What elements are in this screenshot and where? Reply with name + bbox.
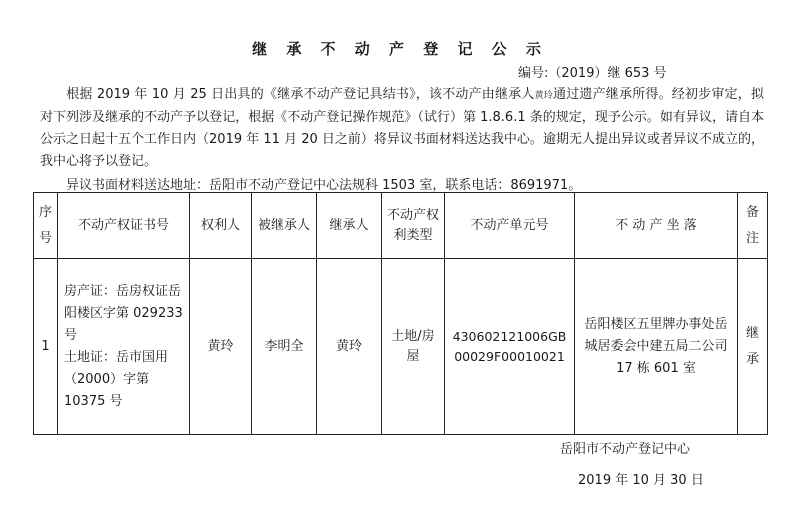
header-obligee: 权利人 xyxy=(190,193,252,259)
paragraph-part-2: 通过遗产继承所得。经初步审定，拟对下列涉及继承的不动产予以登记，根据《不动产登记操作规范》（试行）第 1.8.6.1 条的规定，现予公示。如有异议，请自本公示之日起十五个工作日内（2019 年 11 月 20 日之前）将异议书面材料送达我中心。逾期无人提出异议或者异议不成立的，我中心将予以登记。 xyxy=(40,87,764,169)
cell-seq: 1 xyxy=(34,259,58,435)
header-unit-no: 不动产单元号 xyxy=(445,193,575,259)
cert-land: 土地证：岳市国用（2000）字第 10375 号 xyxy=(64,349,169,409)
table-header-row xyxy=(34,193,768,259)
cell-cert-no xyxy=(58,259,190,435)
header-cert-no: 不动产权证书号 xyxy=(58,193,190,259)
cell-right-type: 土地/房屋 xyxy=(382,259,445,435)
table-row xyxy=(34,259,768,435)
document-title: 继 承 不 动 产 登 记 公 示 xyxy=(252,40,548,58)
cell-unit-no: 430602121006GB00029F00010021 xyxy=(445,259,575,435)
cell-location: 岳阳楼区五里牌办事处岳城居委会中建五局二公司 17 栋 601 室 xyxy=(575,259,738,435)
cell-remark: 继承 xyxy=(738,259,768,435)
issuing-organization: 岳阳市不动产登记中心 xyxy=(560,442,691,457)
objection-address: 异议书面材料送达地址：岳阳市不动产登记中心法规科 1503 室，联系电话：8691971。 xyxy=(66,178,582,193)
header-decedent: 被继承人 xyxy=(252,193,317,259)
paragraph-part-1: 根据 2019 年 10 月 25 日出具的《继承不动产登记具结书》，该不动产由继承人 xyxy=(66,87,535,102)
header-location: 不 动 产 坐 落 xyxy=(575,193,738,259)
header-seq: 序号 xyxy=(34,193,58,259)
cell-heir: 黄玲 xyxy=(317,259,382,435)
document-number: 编号:（2019）继 653 号 xyxy=(518,66,667,81)
header-heir: 继承人 xyxy=(317,193,382,259)
issue-date: 2019 年 10 月 30 日 xyxy=(578,473,704,488)
heir-name-small: 黄玲 xyxy=(534,91,554,101)
header-right-type: 不动产权利类型 xyxy=(382,193,445,259)
header-remark: 备注 xyxy=(738,193,768,259)
cert-property: 房产证：岳房权证岳阳楼区字第 029233 号 xyxy=(64,283,183,343)
notice-paragraph xyxy=(40,84,764,173)
cell-decedent: 李明全 xyxy=(252,259,317,435)
property-table xyxy=(33,192,768,435)
cell-obligee: 黄玲 xyxy=(190,259,252,435)
